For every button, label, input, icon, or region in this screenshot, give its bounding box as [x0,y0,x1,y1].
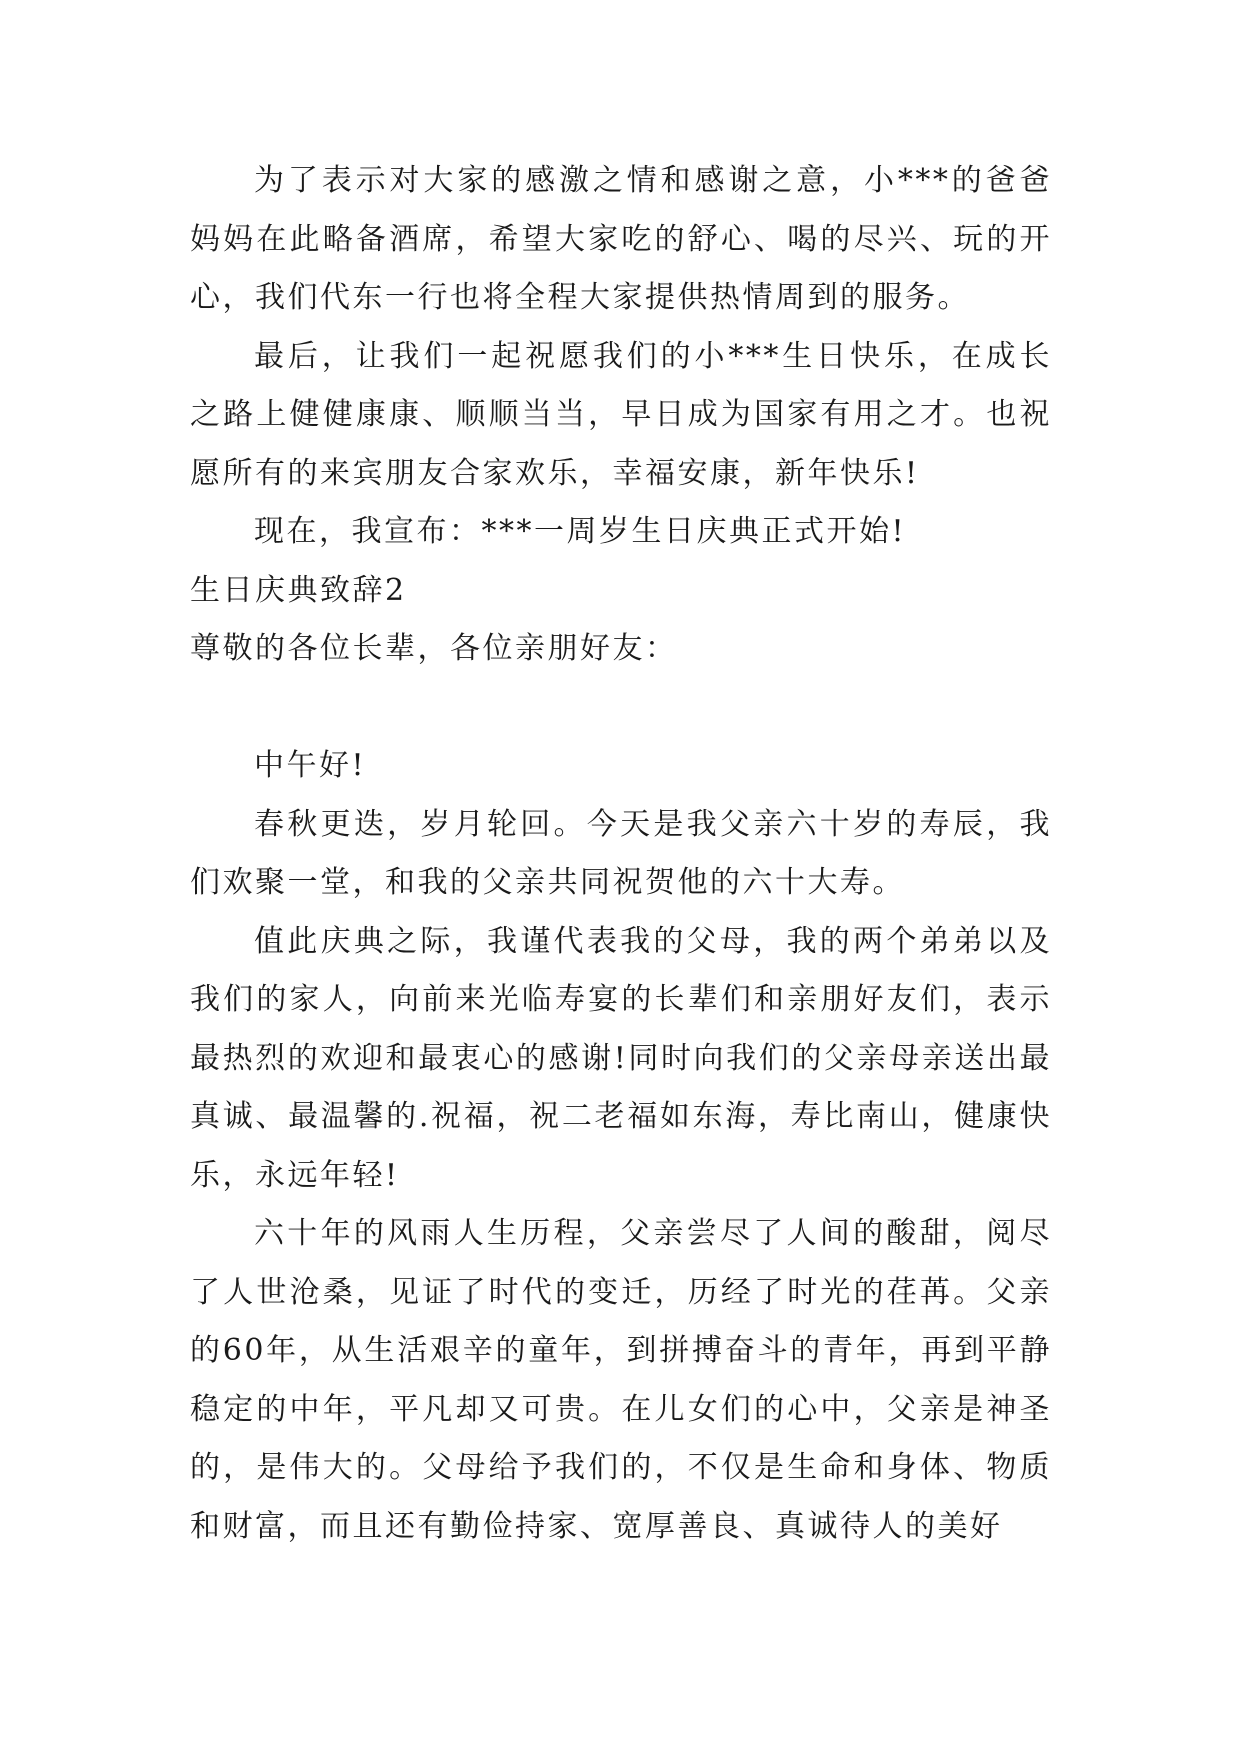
section-title: 生日庆典致辞2 [190,572,407,608]
paragraph-blessing: 最后，让我们一起祝愿我们的小***生日快乐，在成长之路上健健康康、顺顺当当，早日成为国家有用之才。也祝愿所有的来宾朋友合家欢乐，幸福安康，新年快乐! [190,338,1052,491]
paragraph-occasion: 春秋更迭，岁月轮回。今天是我父亲六十岁的寿辰，我们欢聚一堂，和我的父亲共同祝贺他的六十大寿。 [190,806,1052,900]
document-body [190,152,1052,1556]
paragraph-announcement: 现在，我宣布：***一周岁生日庆典正式开始! [254,514,907,549]
blank-line [190,679,1052,738]
paragraph-life-story: 六十年的风雨人生历程，父亲尝尽了人间的酸甜，阅尽了人世沧桑，见证了时代的变迁，历经了时光的荏苒。父亲的60年，从生活艰辛的童年，到拼搏奋斗的青年，再到平静稳定的中年，平凡却又可贵。在儿女们的心中，父亲是神圣的，是伟大的。父母给予我们的，不仅是生命和身体、物质和财富，而且还有勤俭持家、宽厚善良、真诚待人的美好 [190,1216,1052,1544]
paragraph-greeting: 中午好! [254,748,367,783]
salutation: 尊敬的各位长辈，各位亲朋好友： [190,631,678,666]
paragraph-gratitude: 为了表示对大家的感激之情和感谢之意，小***的爸爸妈妈在此略备酒席，希望大家吃的舒心、喝的尽兴、玩的开心，我们代东一行也将全程大家提供热情周到的服务。 [190,163,1052,315]
paragraph-welcome: 值此庆典之际，我谨代表我的父母，我的两个弟弟以及我们的家人，向前来光临寿宴的长辈们和亲朋好友们，表示最热烈的欢迎和最衷心的感谢!同时向我们的父亲母亲送出最真诚、最温馨的.祝福，祝二老福如东海，寿比南山，健康快乐，永远年轻! [190,923,1052,1193]
